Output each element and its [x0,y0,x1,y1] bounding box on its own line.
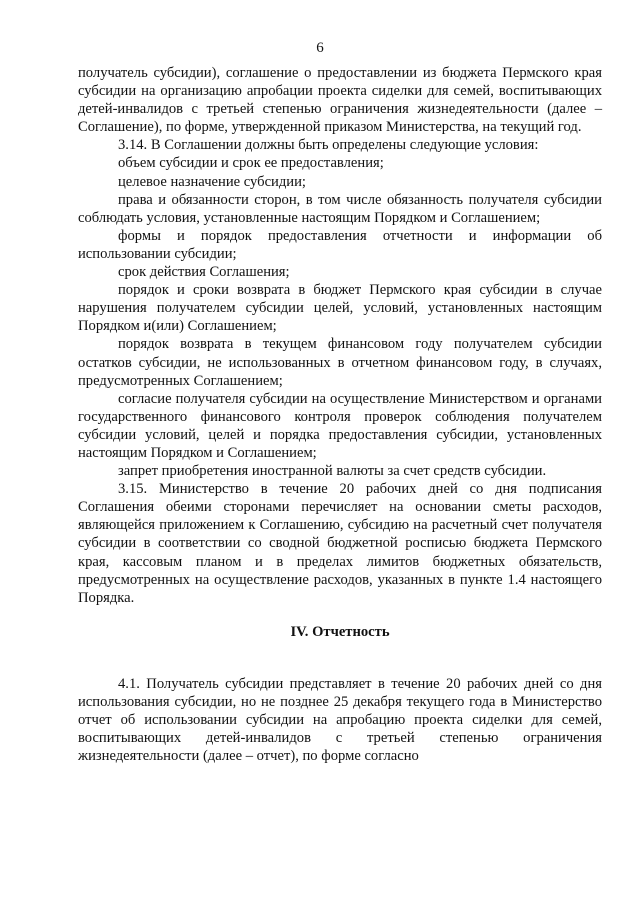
condition-item: целевое назначение субсидии; [118,173,306,190]
condition-item: согласие получателя субсидии на осуществление Министерством и органами государственного финансового контроля проверок соблюдения получателем субсидии условий, целей и порядка предоставления субсидии, установленных настоящим Порядком и Соглашением; [78,390,602,461]
section-heading: IV. Отчетность [290,623,390,640]
condition-item: порядок возврата в текущем финансовом году получателем субсидии остатков субсидии, не использованных в отчетном финансовом году, в случаях, предусмотренных Соглашением; [78,336,602,389]
page-number: 6 [316,40,324,56]
paragraph-4-1: 4.1. Получатель субсидии представляет в течение 20 рабочих дней со дня использования субсидии, но не позднее 25 декабря текущего года в Министерство отчет об использовании субсидии на апробацию проекта сиделки для семей, воспитывающих детей-инвалидов с третьей степенью ограничения жизнедеятельности (далее – отчет), по форме согласно [78,675,602,765]
condition-item: срок действия Соглашения; [118,264,290,281]
condition-item: порядок и сроки возврата в бюджет Пермского края субсидии в случае нарушения получателем субсидии целей, условий, установленных настоящим Порядком и(или) Соглашением; [78,282,602,335]
paragraph-3-15: 3.15. Министерство в течение 20 рабочих дней со дня подписания Соглашения обеими сторонами перечисляет на основании сметы расходов, являющейся приложением к Соглашению, субсидию на расчетный счет получателя субсидии в соответствии со сводной бюджетной росписью бюджета Пермского края, кассовым планом и в пределах лимитов бюджетных обязательств, предусмотренных на осуществление расходов, указанных в пункте 1.4 настоящего Порядка. [78,481,602,606]
document-body [78,64,602,765]
paragraph: получатель субсидии), соглашение о предоставлении из бюджета Пермского края субсидии на организацию апробации проекта сиделки для семей, воспитывающих детей-инвалидов с третьей степенью ограничения жизнедеятельности (далее – Соглашение), по форме, утвержденной приказом Министерства, на текущий год. [78,65,602,136]
condition-item: права и обязанности сторон, в том числе обязанность получателя субсидии соблюдать условия, установленные настоящим Порядком и Соглашением; [78,191,602,226]
condition-item: объем субсидии и срок ее предоставления; [118,155,384,172]
condition-item: запрет приобретения иностранной валюты за счет средств субсидии. [118,463,547,480]
paragraph-3-14: 3.14. В Соглашении должны быть определены следующие условия: [118,137,539,154]
condition-item: формы и порядок предоставления отчетности и информации об использовании субсидии; [78,227,602,262]
